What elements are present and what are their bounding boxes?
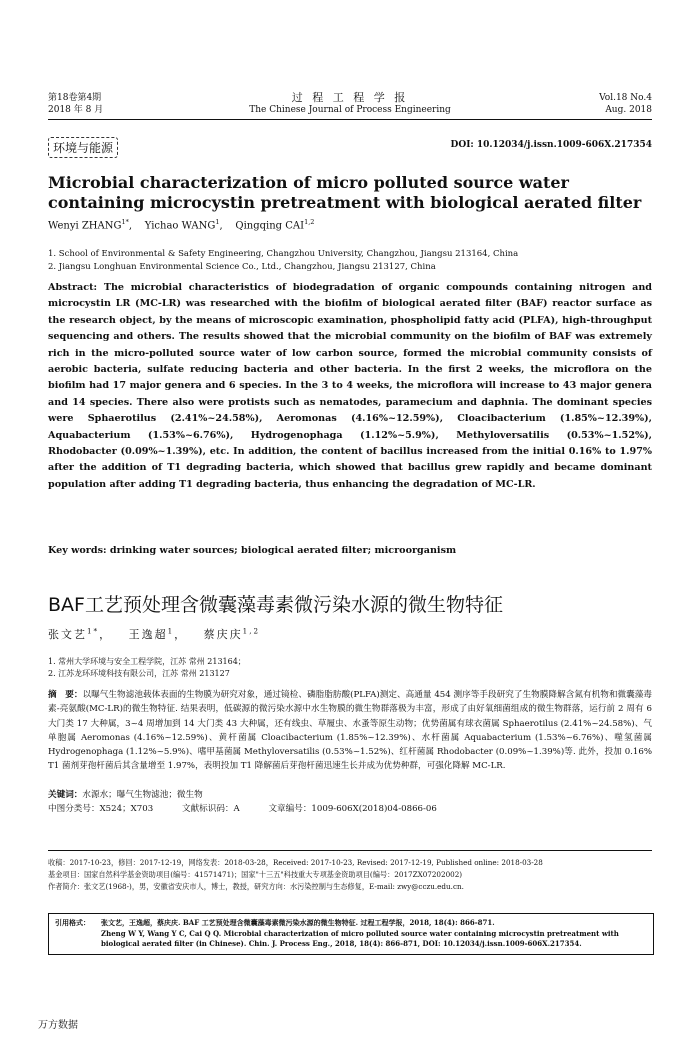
journal-header: [48, 92, 652, 126]
issue-cn: 第18卷第4期: [48, 93, 102, 103]
citation-label: 引用格式：: [55, 918, 90, 927]
article-number: 文章编号：1009-606X(2018)04-0866-06: [268, 804, 437, 814]
journal-name-cn: 过 程 工 程 学 报: [291, 91, 409, 104]
authors-en: Wenyi $ZHANG^{1*}$, Yichao WANG$^1$, Qingqing CAI$^{1,2}$: [48, 218, 315, 232]
keywords-label: Key words:: [48, 545, 107, 556]
citation-en: Zheng W Y, Wang Y C, Cai Q Q. Microbial characterization of micro polluted source water containing microcystin pretreatment with biological aerated filter (in Chinese). Chin. J. Process Eng., 2018, 18(4): 866-871, DOI: 10.12034/j.issn.1009-606X.217354.: [101, 928, 619, 948]
affiliation: 1. 常州大学环境与安全工程学院，江苏 常州 213164；: [48, 657, 246, 666]
author-sup: 1,2: [304, 218, 315, 226]
abstract-cn: [48, 688, 652, 774]
footnote-rule: [48, 850, 652, 851]
affiliations-en: [48, 248, 652, 274]
abstract-label: Abstract:: [48, 282, 98, 293]
watermark-footer: 万方数据: [38, 1020, 78, 1031]
clc-number: 中图分类号：X524；X703: [48, 804, 154, 814]
author-sup: 1*: [121, 218, 129, 226]
abstract-en: [48, 280, 652, 493]
title-cn: BAF工艺预处理含微囊藻毒素微污染水源的微生物特征: [48, 594, 503, 616]
affiliation: 2. 江苏龙环环境科技有限公司，江苏 常州 213127: [48, 669, 230, 678]
keywords-text: drinking water sources; biological aerated filter; microorganism: [109, 545, 457, 556]
keywords-en: [48, 545, 652, 556]
abstract-label: 摘 要：: [48, 690, 83, 700]
author-name: Qingqing CAI: [235, 220, 305, 232]
citation-cn: 张文艺，王逸超，蔡庆庆. BAF 工艺预处理含微囊藻毒素微污染水源的微生物特征. 过程工程学报，2018, 18(4): 866-871.: [101, 918, 495, 927]
volume-en: Vol.18 No.4: [599, 93, 652, 103]
fund-info: 基金项目：国家自然科学基金资助项目(编号：41571471)；国家"十三五"科技重大专项基金资助项目(编号：2017ZX07202002): [48, 870, 463, 879]
journal-name-en: The Chinese Journal of Process Engineering: [249, 105, 451, 115]
date-en: Aug. 2018: [605, 105, 652, 115]
author-bio: 作者简介：张文艺(1968-)，男，安徽省安庆市人，博士，教授，研究方向：水污染控制与生态修复，E-mail: zwy@cczu.edu.cn.: [48, 882, 464, 891]
section-tag: 环境与能源: [48, 137, 118, 158]
citation-box: [48, 913, 654, 955]
header-rule: [48, 119, 652, 120]
document-code: 文献标识码：A: [181, 804, 240, 814]
author-name: 王逸超: [128, 628, 168, 641]
author-sup: 1*: [87, 626, 100, 636]
date-cn: 2018 年 8 月: [48, 105, 104, 115]
abstract-text: The microbial characteristics of biodegradation of organic compounds containing nitrogen and microcystin LR (MC-LR) was researched with the biofilm of biological aerated filter (BAF) reactor surface as the research object, by the means of microscopic examination, phospholipid fatty acid (PLFA), high-throughput sequencing and others. The results showed that the microbial community on the biofilm of BAF was extremely rich in the micro-polluted source water of low carbon source, formed the microbial community consists of aerobic bacteria, sulfate reducing bacteria and other bacteria. In the first 2 weeks, the microflora on the biofilm had 17 major genera and 6 species. In the 3 to 4 weeks, the microflora will increase to 43 major genera and 14 species. There also were protists such as nematodes, paramecium and daphnia. The dominant species were Sphaerotilus (2.41%~24.58%), Aeromonas (4.16%~12.59%), Cloacibacterium (1.85%~12.39%), Aquabacterium (1.53%~6.76%), Hydrogenophaga (1.12%~5.9%), Methyloversatilis (0.53%~1.52%), Rhodobacter (0.09%~1.39%), etc. In addition, the content of bacillus increased from the initial 0.16% to 1.97% after the addition of T1 degrading bacteria, which showed that bacillus grew rapidly and became dominant population after adding T1 degrading bacteria, thus enhancing the degradation of MC-LR.: [48, 282, 653, 490]
footnotes: [48, 857, 652, 893]
author-sup: 1: [167, 626, 175, 636]
abstract-text: 以曝气生物滤池载体表面的生物膜为研究对象，通过镜检、磷脂脂肪酸(PLFA)测定、高通量 454 测序等手段研究了生物膜降解含氮有机物和微囊藻毒素-亮氨酸(MC-LR)的微生物特征. 结果表明，低碳源的微污染水源中水生物膜的微生物群落极为丰富，形成了由好氧细菌组成的微生物群落，运行前 2 周有 6 大门类 17 大种属，3~4 周增加到 14 大门类 43 大种属，还有线虫、草履虫、水蚤等原生动物；优势菌属有球衣菌属 Sphaerotilus (2.41%~24.58%)、气单胞属 Aeromonas (4.16%~12.59%)、黄杆菌属 Cloacibacterium (1.85%~12.39%)、水杆菌属 Aquabacterium (1.53%~6.76%)、噬氢菌属 Hydrogenophaga (1.12%~5.9%)、嗜甲基菌属 Methyloversatilis (0.53%~1.52%)、红杆菌属 Rhodobacter (0.09%~1.39%)等. 此外，投加 0.16% T1 菌剂芽孢杆菌后其含量增至 1.97%，表明投加 T1 降解菌后芽孢杆菌迅速生长并成为优势种群，可强化降解 MC-LR.: [48, 690, 652, 772]
classification-line: [48, 802, 652, 814]
author-sup: 1: [215, 218, 220, 226]
doi: DOI: 10.12034/j.issn.1009-606X.217354: [450, 140, 652, 150]
received-dates: 收稿：2017-10-23，修回：2017-12-19，网络发表：2018-03-28，Received: 2017-10-23, Revised: 2017-12-19, Published online: 2018-03-28: [48, 858, 543, 867]
affiliation: 2. Jiangsu Longhuan Environmental Science Co., Ltd., Changzhou, Jiangsu 213127, China: [48, 262, 436, 272]
author-name: 张文艺: [48, 628, 87, 641]
authors-cn: 张文艺$^{1*}$， 王逸超$^1$， 蔡庆庆$^{1,2}$: [48, 626, 261, 641]
title-en: Microbial characterization of micro polluted source water containing microcystin pretreatment with biological aerated filter: [48, 173, 642, 212]
issue-info-en: [599, 92, 652, 116]
journal-name: [48, 92, 652, 116]
keywords-text: 水源水；曝气生物滤池；微生物: [82, 790, 203, 800]
affiliations-cn: [48, 656, 652, 680]
keywords-cn: [48, 788, 652, 800]
author-sup: 1,2: [242, 626, 261, 636]
author-name: 蔡庆庆: [203, 628, 243, 641]
author-name: Yichao WANG: [144, 220, 216, 232]
author-name: Wenyi ZHANG: [48, 220, 122, 232]
affiliation: 1. School of Environmental & Safety Engineering, Changzhou University, Changzhou, Jiangsu 213164, China: [48, 249, 519, 259]
keywords-label: 关键词：: [48, 790, 83, 800]
